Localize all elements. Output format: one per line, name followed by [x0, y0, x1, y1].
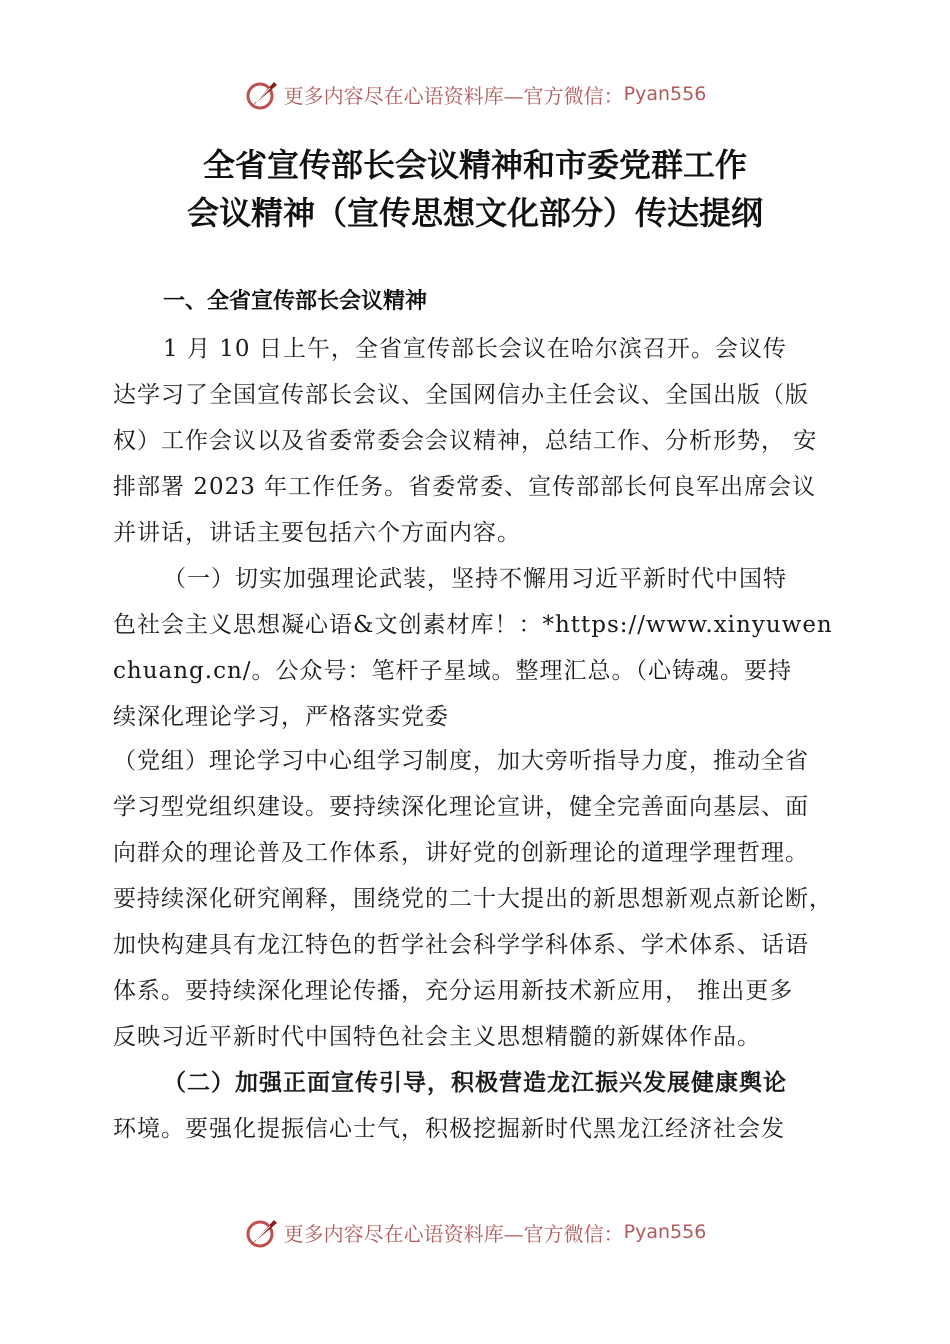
quill-logo-icon [244, 1214, 280, 1250]
body-line: 达学习了全国宣传部长会议、全国网信办主任会议、全国出版（版 [113, 382, 809, 408]
body-line: 加快构建具有龙江特色的哲学社会科学学科体系、学术体系、话语 [113, 932, 809, 958]
body-line: 体系。要持续深化理论传播，充分运用新技术新应用， 推出更多 [113, 978, 794, 1004]
body-line: chuang.cn/。公众号：笔杆子星域。整理汇总。（心铸魂。要持 [113, 658, 793, 684]
body-line: 要持续深化研究阐释，围绕党的二十大提出的新思想新观点新论断， [113, 886, 833, 912]
footer-watermark [0, 1212, 950, 1252]
body-line: （二）加强正面宣传引导，积极营造龙江振兴发展健康舆论 [163, 1069, 787, 1096]
section-heading: 一、全省宣传部长会议精神 [163, 289, 428, 314]
quill-logo-icon [244, 76, 280, 112]
body-line: 排部署 2023 年工作任务。省委常委、宣传部部长何良军出席会议 [113, 474, 817, 500]
header-watermark [0, 74, 950, 114]
body-line: 权）工作会议以及省委常委会会议精神，总结工作、分析形势， 安 [113, 428, 818, 454]
body-line: （一）切实加强理论武装，坚持不懈用习近平新时代中国特 [163, 566, 787, 592]
watermark-text: 更多内容尽在心语资料库—官方微信： [283, 83, 624, 108]
body-line: 反映习近平新时代中国特色社会主义思想精髓的新媒体作品。 [113, 1024, 761, 1050]
body-line: 环境。要强化提振信心士气，积极挖掘新时代黑龙江经济社会发 [113, 1116, 785, 1142]
watermark-wechat-id: Pyan556 [623, 1221, 707, 1243]
watermark-text: 更多内容尽在心语资料库—官方微信： [283, 1221, 624, 1246]
body-line: 学习型党组织建设。要持续深化理论宣讲，健全完善面向基层、面 [113, 794, 809, 820]
body-line: 续深化理论学习，严格落实党委 [113, 704, 449, 730]
body-line: 色社会主义思想凝心语&文创素材库！：*https://www.xinyuwen [113, 612, 833, 638]
body-line: 并讲话，讲话主要包括六个方面内容。 [113, 520, 521, 546]
body-line: 向群众的理论普及工作体系，讲好党的创新理论的道理学理哲理。 [113, 840, 809, 866]
body-line: （党组）理论学习中心组学习制度，加大旁听指导力度，推动全省 [113, 748, 809, 774]
document-title-line-1: 全省宣传部长会议精神和市委党群工作 [202, 146, 747, 184]
document-title-line-2: 会议精神（宣传思想文化部分）传达提纲 [186, 194, 763, 232]
body-line: 1 月 10 日上午，全省宣传部长会议在哈尔滨召开。会议传 [163, 336, 787, 362]
watermark-wechat-id: Pyan556 [623, 83, 707, 105]
